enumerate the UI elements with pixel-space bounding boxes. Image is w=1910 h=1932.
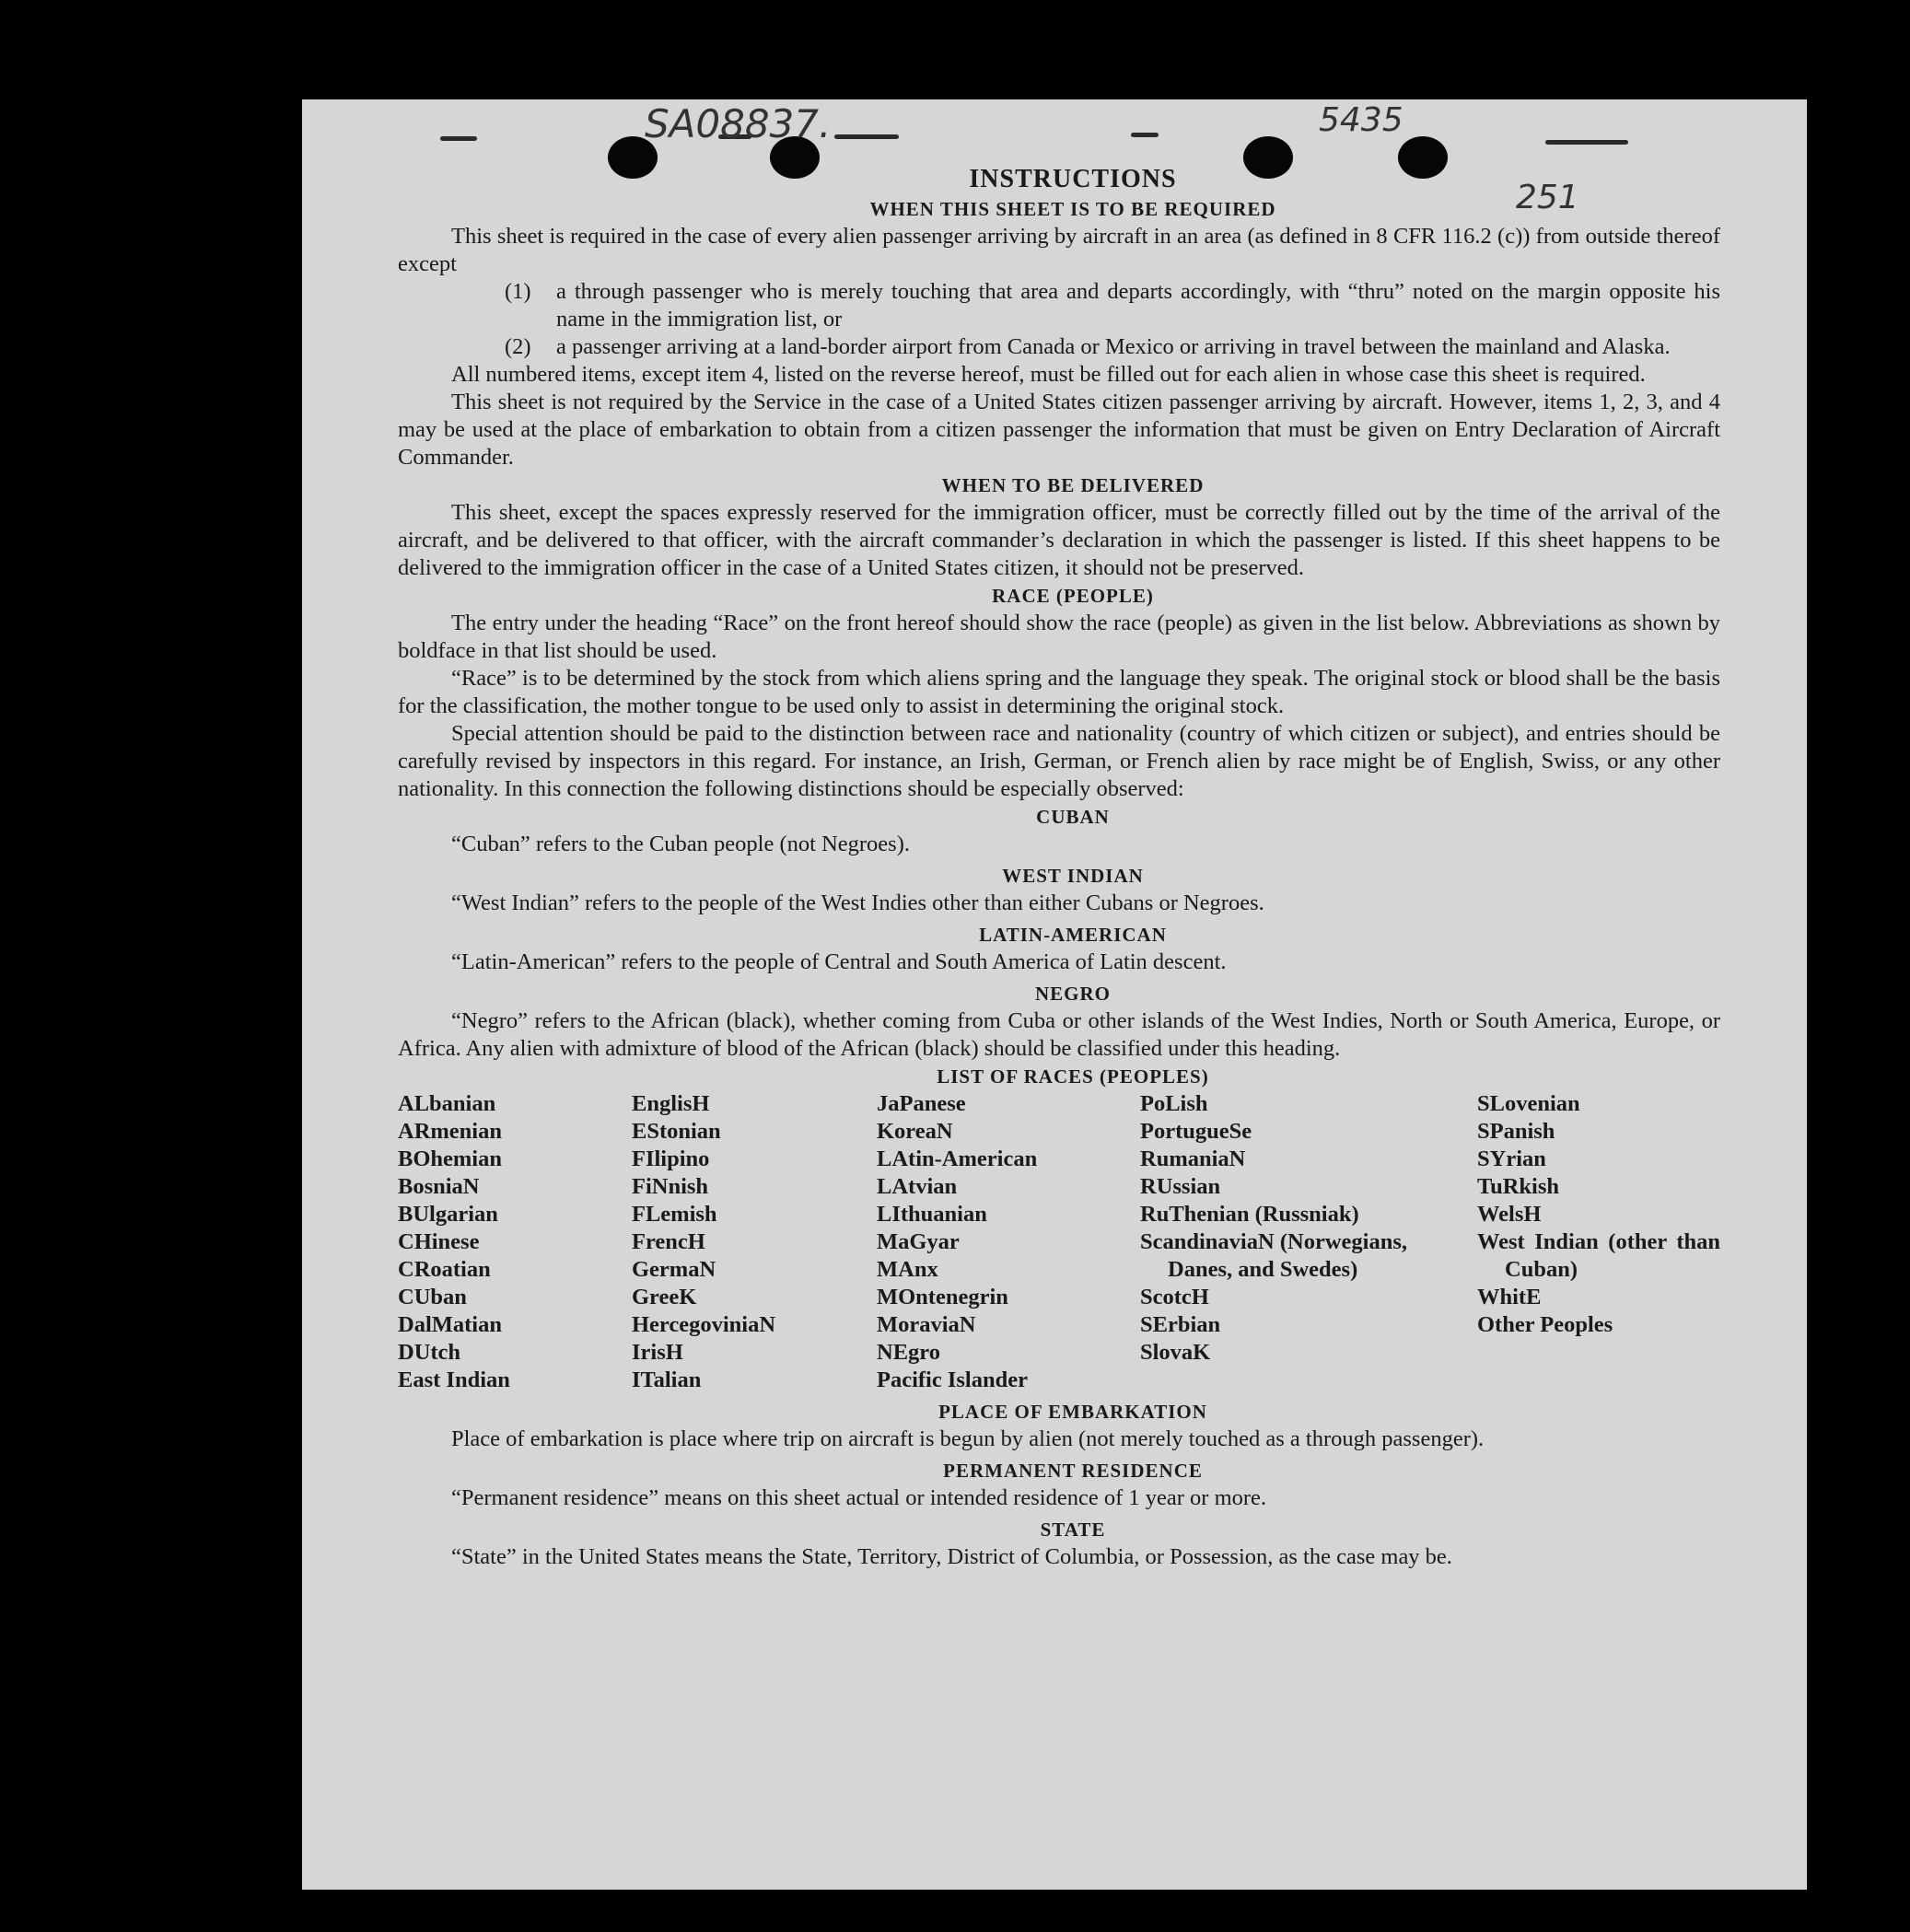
item-text: a through passenger who is merely touching that area and departs accordingly, with “thru” noted on the margin opposite his name in the immigration list, or	[556, 279, 1720, 332]
race-entry: FrencH	[632, 1229, 705, 1254]
race-entry: LIthuanian	[877, 1202, 987, 1227]
heading-negro: NEGRO	[1034, 983, 1111, 1005]
paragraph: “State” in the United States means the State, Territory, District of Columbia, or Possession, as the case may be.	[451, 1544, 1452, 1569]
heading-west-indian: WEST INDIAN	[1002, 865, 1144, 887]
heading-when-delivered: WHEN TO BE DELIVERED	[941, 474, 1205, 496]
race-entry: TuRkish	[1477, 1174, 1560, 1199]
race-entry: FLemish	[632, 1202, 717, 1227]
race-entry: Pacific Islander	[877, 1368, 1028, 1392]
handwritten-mark	[440, 136, 477, 141]
heading-list-of-races: LIST OF RACES (PEOPLES)	[937, 1065, 1209, 1088]
heading-state: STATE	[1040, 1519, 1106, 1541]
handwritten-serial: SA08837.	[645, 101, 832, 146]
race-entry: East Indian	[398, 1368, 510, 1392]
race-entry: WelsH	[1477, 1202, 1542, 1227]
race-entry: West Indian (other than Cuban)	[1477, 1229, 1720, 1282]
handwritten-ref: 5435	[1319, 101, 1403, 139]
exception-item	[398, 333, 1720, 361]
race-entry: RUssian	[1140, 1174, 1221, 1199]
race-entry: KoreaN	[877, 1119, 953, 1144]
race-entry: ARmenian	[398, 1119, 502, 1144]
paragraph: Place of embarkation is place where trip on aircraft is begun by alien (not merely touched as a through passenger).	[451, 1426, 1485, 1451]
race-entry: SPanish	[1477, 1119, 1555, 1144]
race-entry: LAtin-American	[877, 1146, 1038, 1171]
paragraph: “Negro” refers to the African (black), whether coming from Cuba or other islands of the West Indies, North or South America, Europe, or Africa. Any alien with admixture of blood of the African (black) should be classified under this heading.	[398, 1008, 1720, 1061]
paragraph: “Permanent residence” means on this sheet actual or intended residence of 1 year or more.	[451, 1485, 1267, 1510]
race-entry: BosniaN	[398, 1174, 480, 1199]
race-entry: NEgro	[877, 1340, 940, 1365]
paragraph: This sheet is not required by the Service in the case of a United States citizen passenger arriving by aircraft. However, items 1, 2, 3, and 4 may be used at the place of embarkation to obtain from a citizen passenger the information that must be given on Entry Declaration of Aircraft Commander.	[398, 390, 1720, 470]
race-entry: GermaN	[632, 1257, 716, 1282]
race-entry: SLovenian	[1477, 1091, 1580, 1116]
race-entry: Other Peoples	[1477, 1312, 1613, 1337]
race-entry: PortugueSe	[1140, 1119, 1252, 1144]
races-column	[1477, 1090, 1720, 1394]
race-entry: EStonian	[632, 1119, 721, 1144]
race-entry: RumaniaN	[1140, 1146, 1246, 1171]
paragraph: Special attention should be paid to the distinction between race and nationality (country of which citizen or subject), and entries should be carefully revised by inspectors in this regard. For instance, an Irish, German, or French alien by race might be of English, Swiss, or any other nationality. In this connection the following distinctions should be especially observed:	[398, 721, 1720, 801]
race-entry: CRoatian	[398, 1257, 491, 1282]
item-number: (2)	[505, 334, 531, 359]
item-number: (1)	[505, 279, 531, 304]
races-column	[1140, 1090, 1407, 1394]
races-column	[632, 1090, 877, 1394]
race-entry: HercegoviniaN	[632, 1312, 776, 1337]
paragraph: “Cuban” refers to the Cuban people (not Negroes).	[451, 832, 910, 856]
race-entry: SYrian	[1477, 1146, 1546, 1171]
instructions-body	[398, 164, 1720, 1571]
race-entry: ScotcH	[1140, 1285, 1209, 1309]
handwritten-mark	[1545, 140, 1628, 145]
paragraph: This sheet is required in the case of every alien passenger arriving by aircraft in an area (as defined in 8 CFR 116.2 (c)) from outside thereof except	[398, 224, 1720, 276]
race-entry: DUtch	[398, 1340, 461, 1365]
race-entry: ScandinaviaN (Norwegians, Danes, and Swedes)	[1140, 1229, 1407, 1282]
page-title: INSTRUCTIONS	[969, 165, 1177, 193]
document-sheet	[302, 99, 1807, 1890]
item-text: a passenger arriving at a land-border airport from Canada or Mexico or arriving in travel between the mainland and Alaska.	[556, 334, 1671, 359]
race-entry: ITalian	[632, 1368, 702, 1392]
races-column	[398, 1090, 632, 1394]
races-column	[877, 1090, 1140, 1394]
paragraph: “Latin-American” refers to the people of Central and South America of Latin descent.	[451, 949, 1227, 974]
race-entry: MaGyar	[877, 1229, 960, 1254]
race-entry: FIlipino	[632, 1146, 710, 1171]
handwritten-note: 251	[1516, 179, 1579, 216]
race-entry: MAnx	[877, 1257, 938, 1282]
handwritten-mark	[1131, 133, 1159, 137]
race-entry: BUlgarian	[398, 1202, 498, 1227]
race-entry: GreeK	[632, 1285, 697, 1309]
race-entry: EnglisH	[632, 1091, 710, 1116]
race-entry: MOntenegrin	[877, 1285, 1008, 1309]
heading-permanent-residence: PERMANENT RESIDENCE	[943, 1460, 1203, 1482]
race-entry: BOhemian	[398, 1146, 502, 1171]
paragraph: The entry under the heading “Race” on the front hereof should show the race (people) as given in the list below. Abbreviations as shown by boldface in that list should be used.	[398, 611, 1720, 663]
heading-when-required: WHEN THIS SHEET IS TO BE REQUIRED	[869, 198, 1276, 220]
paragraph: “Race” is to be determined by the stock from which aliens spring and the language they speak. The original stock or blood shall be the basis for the classification, the mother tongue to be used only to assist in determining the original stock.	[398, 666, 1720, 718]
race-entry: SErbian	[1140, 1312, 1221, 1337]
race-entry: PoLish	[1140, 1091, 1208, 1116]
heading-race: RACE (PEOPLE)	[992, 585, 1154, 607]
race-entry: FiNnish	[632, 1174, 709, 1199]
race-entry: LAtvian	[877, 1174, 958, 1199]
race-entry: CUban	[398, 1285, 467, 1309]
races-list	[398, 1090, 1720, 1394]
race-entry: JaPanese	[877, 1091, 966, 1116]
heading-embarkation: PLACE OF EMBARKATION	[938, 1401, 1207, 1423]
exception-item	[398, 278, 1720, 333]
paragraph: All numbered items, except item 4, listed on the reverse hereof, must be filled out for each alien in whose case this sheet is required.	[451, 362, 1646, 387]
race-entry: ALbanian	[398, 1091, 496, 1116]
paragraph: This sheet, except the spaces expressly reserved for the immigration officer, must be correctly filled out by the time of the arrival of the aircraft, and be delivered to that officer, with the aircraft commander’s declaration in which the passenger is listed. If this sheet happens to be delivered to the immigration officer in the case of a United States citizen, it should not be preserved.	[398, 500, 1720, 580]
race-entry: DalMatian	[398, 1312, 502, 1337]
race-entry: CHinese	[398, 1229, 480, 1254]
race-entry: SlovaK	[1140, 1340, 1211, 1365]
heading-cuban: CUBAN	[1036, 806, 1110, 828]
handwritten-mark	[834, 134, 899, 139]
race-entry: MoraviaN	[877, 1312, 976, 1337]
paragraph: “West Indian” refers to the people of the West Indies other than either Cubans or Negroes.	[451, 890, 1264, 915]
race-entry: IrisH	[632, 1340, 683, 1365]
heading-latin-american: LATIN-AMERICAN	[979, 924, 1167, 946]
race-entry: RuThenian (Russniak)	[1140, 1202, 1359, 1227]
race-entry: WhitE	[1477, 1285, 1542, 1309]
